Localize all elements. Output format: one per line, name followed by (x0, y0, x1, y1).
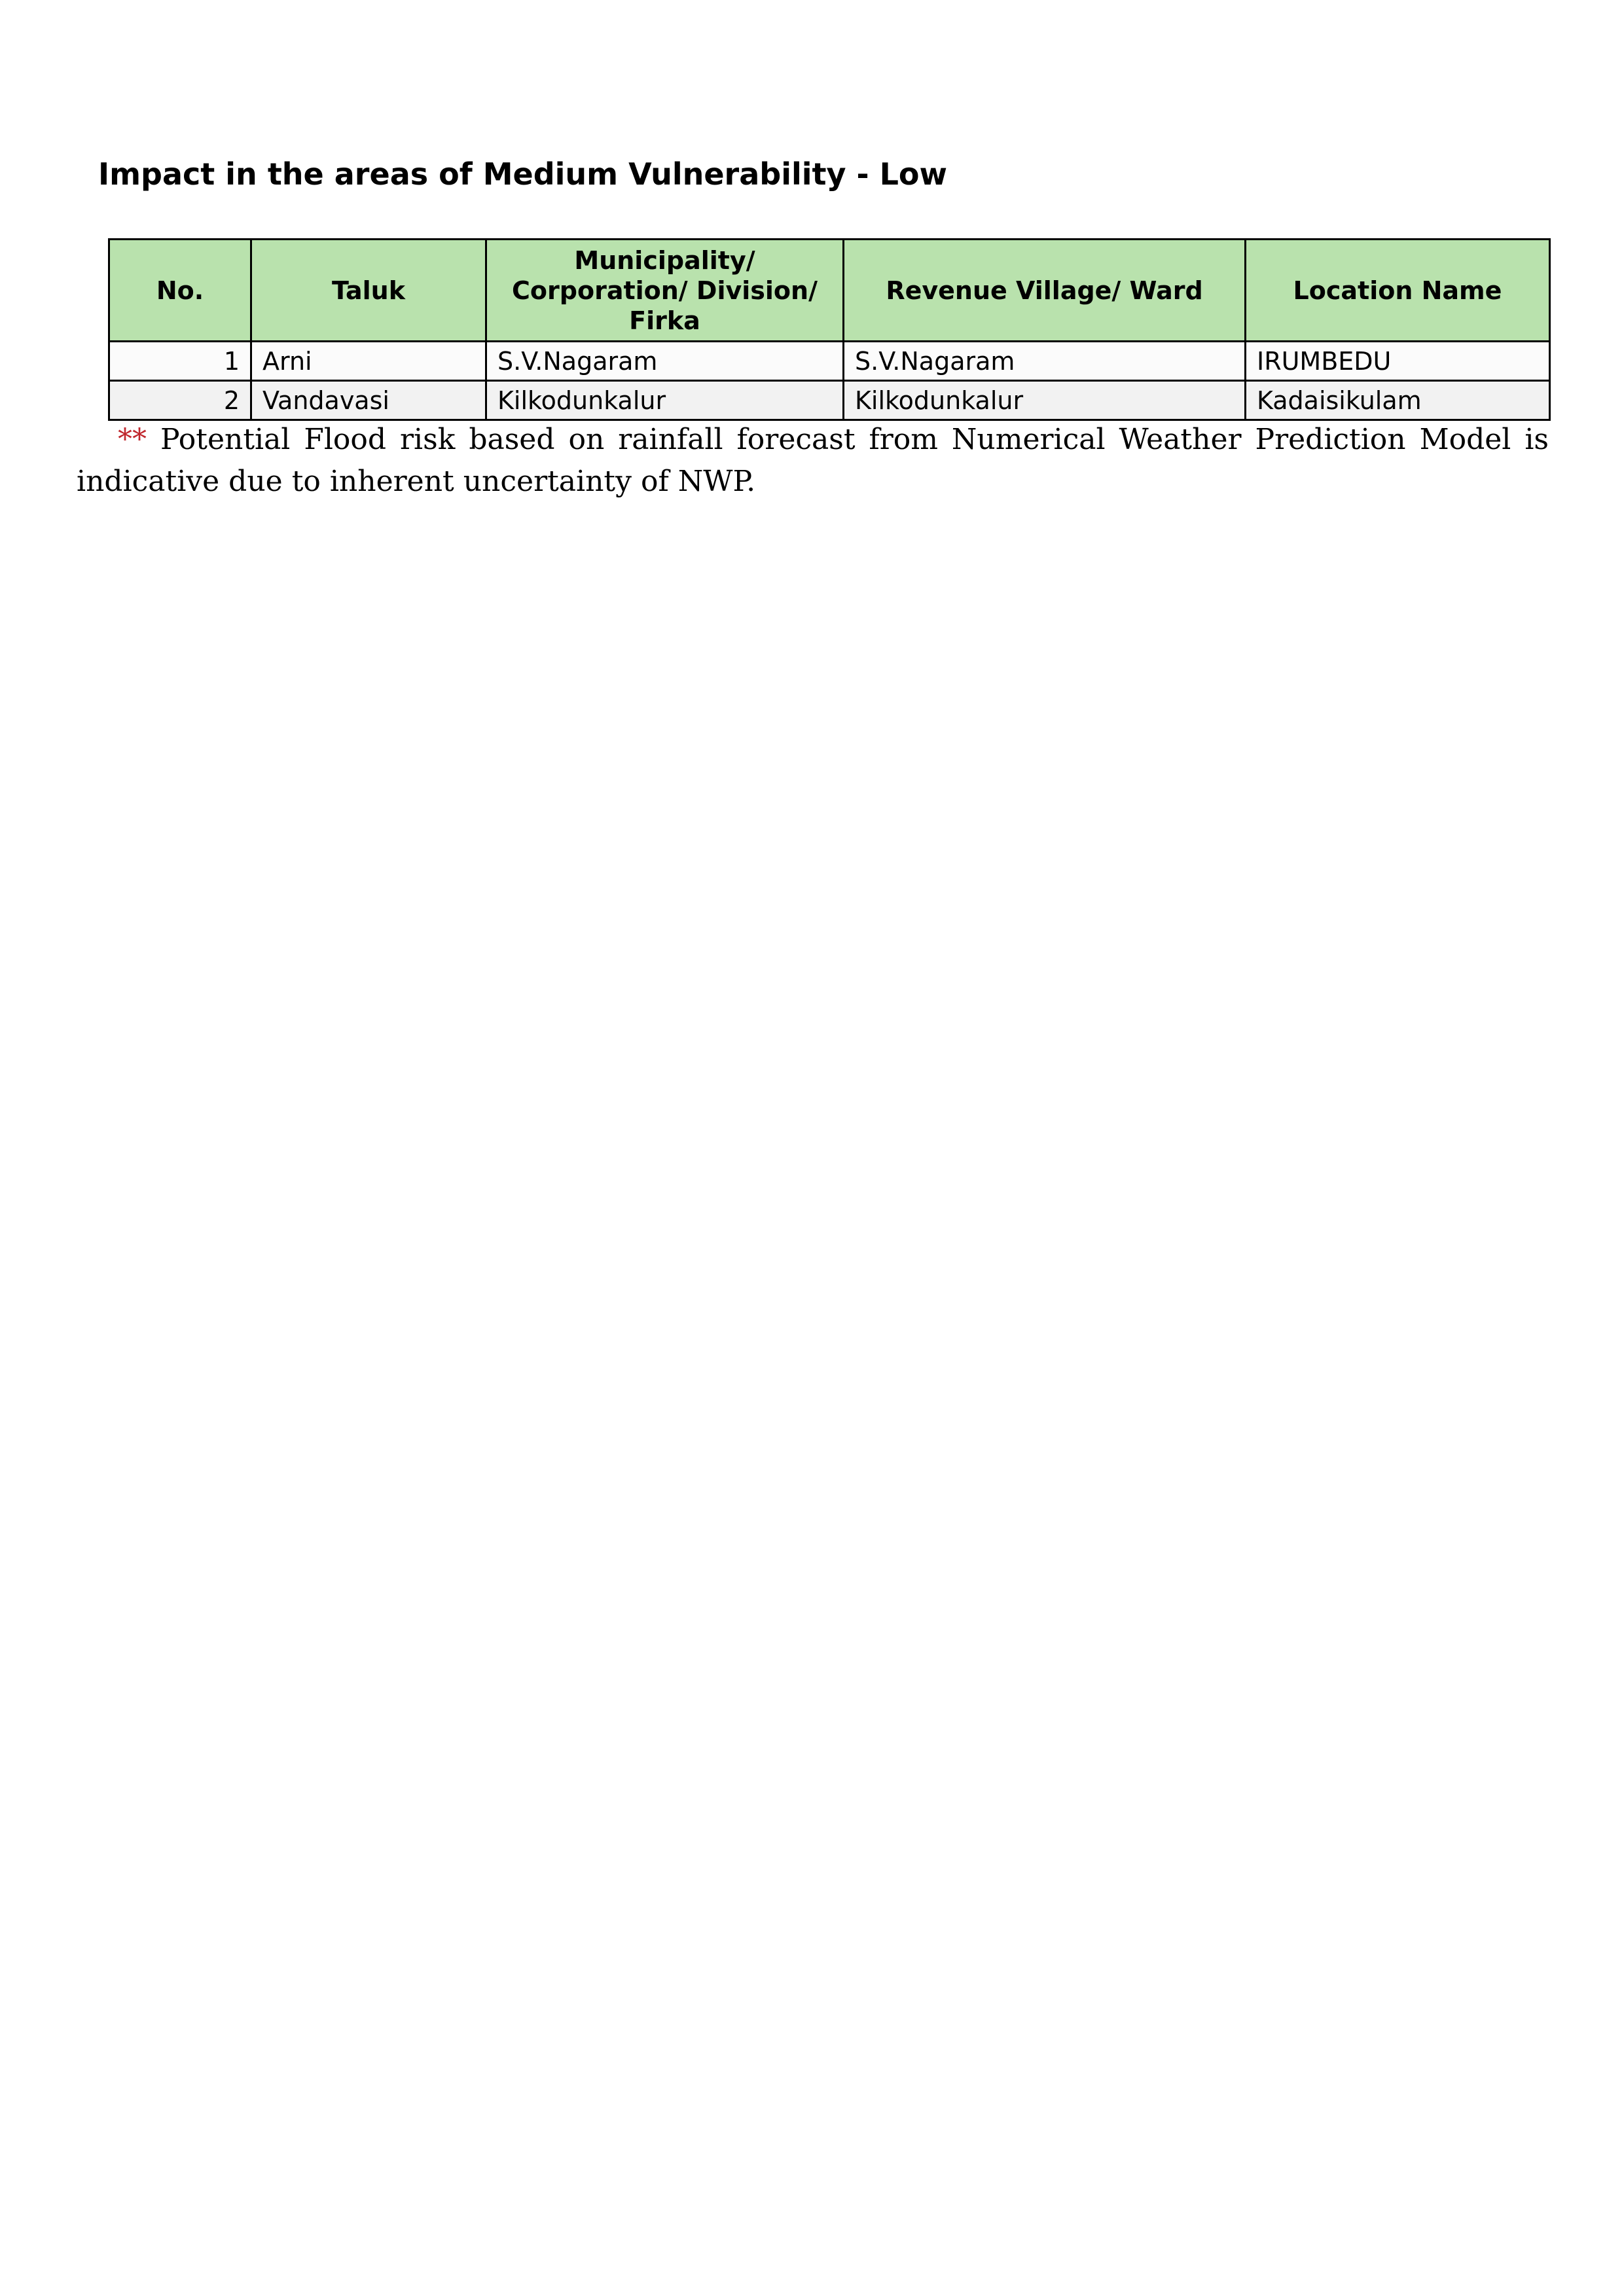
header-no: No. (109, 240, 251, 342)
disclaimer-note (77, 419, 1549, 503)
cell-municipality: Kilkodunkalur (486, 381, 844, 420)
header-taluk: Taluk (251, 240, 486, 342)
table-row (109, 342, 1550, 381)
cell-no: 1 (109, 342, 251, 381)
header-municipality-line-1: Municipality/ (574, 245, 755, 275)
cell-revenue-village: Kilkodunkalur (844, 381, 1246, 420)
table-header-row (109, 240, 1550, 342)
page-title: Impact in the areas of Medium Vulnerability - Low (98, 156, 948, 192)
header-revenue-village: Revenue Village/ Ward (844, 240, 1246, 342)
cell-location-name: Kadaisikulam (1246, 381, 1550, 420)
note-text: Potential Flood risk based on rainfall forecast from Numerical Weather Prediction Model is indicative due to inherent uncertainty of NWP. (77, 423, 1549, 498)
header-municipality (486, 240, 844, 342)
cell-taluk: Arni (251, 342, 486, 381)
impact-table (108, 238, 1551, 421)
header-municipality-line-2: Corporation/ Division/ (512, 276, 818, 305)
header-location-name: Location Name (1246, 240, 1550, 342)
cell-location-name: IRUMBEDU (1246, 342, 1550, 381)
cell-municipality: S.V.Nagaram (486, 342, 844, 381)
cell-taluk: Vandavasi (251, 381, 486, 420)
cell-revenue-village: S.V.Nagaram (844, 342, 1246, 381)
header-municipality-line-3: Firka (629, 306, 700, 335)
table-row (109, 381, 1550, 420)
cell-no: 2 (109, 381, 251, 420)
note-marker: ** (118, 423, 147, 456)
